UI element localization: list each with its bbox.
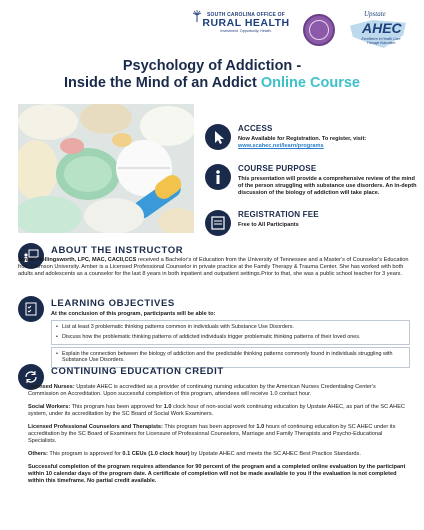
registration-fee-block bbox=[205, 210, 415, 236]
lpc-label: Licensed Professional Counselors and Therapists: bbox=[28, 424, 163, 430]
title-line-2 bbox=[0, 75, 424, 92]
others-text-a: This program is approved for bbox=[47, 451, 123, 457]
credit-heading: CONTINUING EDUCATION CREDIT bbox=[51, 366, 224, 377]
checklist-icon bbox=[18, 296, 44, 322]
sc-office-tagline: Investment. Opportunity. Health. bbox=[220, 29, 272, 33]
others-label: Others: bbox=[28, 451, 48, 457]
course-purpose-block bbox=[205, 164, 415, 206]
objectives-box-1 bbox=[51, 320, 410, 345]
instructor-heading: ABOUT THE INSTRUCTOR bbox=[51, 245, 184, 256]
registration-fee-heading: REGISTRATION FEE bbox=[238, 210, 319, 219]
instructor-bio-text: received a Bachelor's of Education from the University of Tennessee and a Master's of Counselor's Education from Clemson University. Amber is a Licensed Professional Counselor in private practice at the Family Therapy & Trauma Center. She has worked with both adults and adolescents as a counselor for the last 8 years in both inpatient and outpatient settings.Prior to that, she was a public school teacher for 3 years. bbox=[18, 257, 409, 277]
page-title bbox=[0, 58, 424, 92]
objectives-heading: LEARNING OBJECTIVES bbox=[51, 298, 175, 309]
access-heading: ACCESS bbox=[238, 124, 273, 133]
header bbox=[0, 0, 424, 52]
credit-completion: Successful completion of the program requires attendance for 90 percent of the program and a completed online evaluation by the participant within 10 calendar days of the program date. A certificate of completion will not be made available to you if the evaluation is not completed within this timeframe. No partial credit available. bbox=[28, 464, 406, 484]
lpc-text-b: hours of continuing education by SC AHEC under its accreditation by the SC Board of Examiners for Licensure of Professional Counselors, Marriage and Family Therapists and Psycho-Educational Specialists. bbox=[28, 424, 396, 444]
sc-office-rural-health-logo bbox=[196, 12, 296, 33]
lpc-text-a: This program has been approved for bbox=[162, 424, 257, 430]
access-block bbox=[205, 124, 415, 154]
cursor-click-icon bbox=[205, 124, 231, 150]
registration-form-icon bbox=[205, 210, 231, 236]
ahec-tagline: Excellence in Health Care Through Education bbox=[361, 37, 401, 45]
title-online-course: Online Course bbox=[260, 75, 360, 91]
pills-photo bbox=[18, 104, 194, 233]
nurses-text: Upstate AHEC is accredited as a provider of continuing nursing education by the American Nurses Credentialing Center's Commission on Accreditation. Upon successful completion of this program, attendees will receive 1.0 contact hour. bbox=[28, 384, 376, 397]
title-line-2-main: Inside the Mind of an Addict bbox=[64, 75, 261, 91]
credit-section bbox=[18, 364, 410, 526]
objectives-section bbox=[18, 296, 410, 364]
credit-nurses bbox=[28, 384, 406, 398]
info-icon bbox=[205, 164, 231, 190]
credit-body bbox=[28, 384, 406, 485]
others-ceu: 0.1 CEUs (1.0 clock hour) bbox=[122, 451, 190, 457]
credit-social-workers bbox=[28, 404, 406, 418]
course-purpose-heading: COURSE PURPOSE bbox=[238, 164, 317, 173]
social-text-b: clock hour of non-social work continuing education by Upstate AHEC, as part of the SC AHEC system, under its accreditation by the SC Board of Social Work Examiners. bbox=[28, 404, 405, 417]
accreditation-seal-icon bbox=[303, 14, 335, 46]
credit-others bbox=[28, 451, 406, 458]
instructor-bio bbox=[18, 257, 410, 278]
registration-link[interactable]: www.scahec.net/learn/programs bbox=[238, 143, 324, 149]
social-label: Social Workers: bbox=[28, 404, 71, 410]
objective-item: • Discuss how the problematic thinking patterns of addicted individuals trigger problematic thinking patterns of their loved ones. bbox=[56, 334, 405, 341]
objective-item: • List at least 3 problematic thinking patterns common in individuals with Substance Use Disorders. bbox=[56, 324, 405, 331]
ahec-upstate-label: Upstate bbox=[364, 10, 386, 18]
sc-office-line2: RURAL HEALTH bbox=[202, 17, 290, 29]
instructor-section bbox=[18, 243, 410, 291]
registration-fee-body: Free to All Participants bbox=[238, 222, 299, 228]
social-hours: 1.0 bbox=[163, 404, 172, 410]
others-text-b: by Upstate AHEC and meets the SC AHEC Best Practice Standards. bbox=[189, 451, 361, 457]
access-body bbox=[238, 136, 418, 150]
social-text-a: This program has been approved for bbox=[70, 404, 164, 410]
lpc-hours: 1.0 bbox=[256, 424, 265, 430]
access-text: Now Available for Registration. To register, visit: bbox=[238, 136, 367, 142]
objective-item: • Explain the connection between the biology of addiction and the predictable thinking patterns commonly found in individuals struggling with Substance Use Disorders. bbox=[56, 351, 405, 365]
ahec-name: AHEC bbox=[362, 20, 402, 36]
course-purpose-body: This presentation will provide a comprehensive review of the mind of the person struggling with substance use disorders. An in-depth discussion of the biology of addiction will take place. bbox=[238, 176, 417, 196]
objectives-body bbox=[51, 311, 410, 368]
title-line-1: Psychology of Addiction - bbox=[122, 58, 302, 74]
credit-counselors bbox=[28, 424, 406, 445]
objectives-intro: At the conclusion of this program, participants will be able to: bbox=[51, 311, 216, 317]
sc-office-line1: SOUTH CAROLINA OFFICE OF bbox=[207, 12, 285, 18]
upstate-ahec-logo bbox=[342, 8, 412, 48]
instructor-name: Amber Hollingsworth, LPC, MAC, CACII,CCS bbox=[18, 257, 137, 263]
nurses-label: Licensed Nurses: bbox=[28, 384, 75, 390]
